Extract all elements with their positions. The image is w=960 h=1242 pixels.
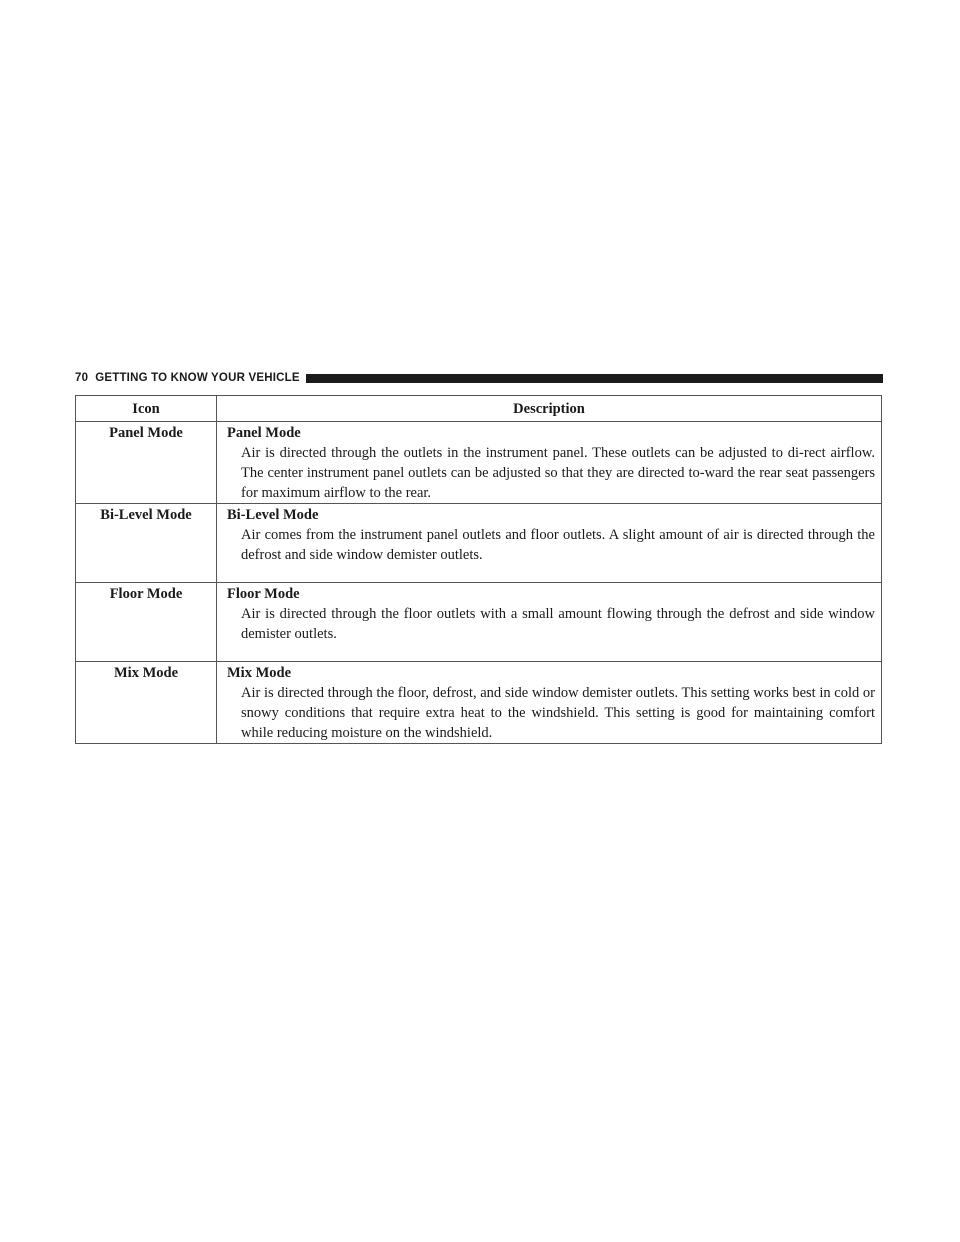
icon-label: Mix Mode (113, 665, 179, 681)
section-title: GETTING TO KNOW YOUR VEHICLE (95, 372, 300, 384)
mode-description: Air is directed through the floor outlets with a small amount flowing through the defrost and side window demister outlets. (241, 606, 875, 642)
table-row (76, 422, 882, 504)
table-header-row (76, 396, 882, 422)
icon-cell (76, 422, 217, 504)
icon-label: Panel Mode (109, 425, 183, 441)
icon-cell (76, 662, 217, 744)
mode-description: Air is directed through the floor, defrost, and side window demister outlets. This setting works best in cold or snowy conditions that require extra heat to the windshield. This setting is good for maintaining comfort while reducing moisture on the windshield. (241, 685, 875, 741)
mode-description: Air is directed through the outlets in the instrument panel. These outlets can be adjusted to di-rect airflow. The center instrument panel outlets can be adjusted so that they are directed to-ward the rear seat passengers for maximum airflow to the rear. (241, 445, 875, 501)
icon-label: Floor Mode (109, 586, 183, 602)
table-row (76, 504, 882, 583)
mode-table (75, 395, 882, 744)
mode-title: Floor Mode (227, 586, 300, 602)
icon-cell (76, 504, 217, 583)
column-header-description: Description (217, 396, 882, 422)
table-row (76, 583, 882, 662)
header-rule (306, 374, 883, 383)
icon-label: Bi-Level Mode (100, 507, 192, 523)
description-cell (217, 583, 882, 662)
description-cell (217, 422, 882, 504)
page-header (75, 370, 883, 386)
column-header-icon: Icon (76, 396, 217, 422)
table-row (76, 662, 882, 744)
mode-description: Air comes from the instrument panel outlets and floor outlets. A slight amount of air is directed through the defrost and side window demister outlets. (241, 527, 875, 563)
description-cell (217, 662, 882, 744)
page-number: 70 (75, 372, 89, 384)
mode-title: Bi-Level Mode (227, 507, 319, 523)
mode-title: Panel Mode (227, 425, 301, 441)
icon-cell (76, 583, 217, 662)
mode-title: Mix Mode (227, 665, 292, 681)
description-cell (217, 504, 882, 583)
